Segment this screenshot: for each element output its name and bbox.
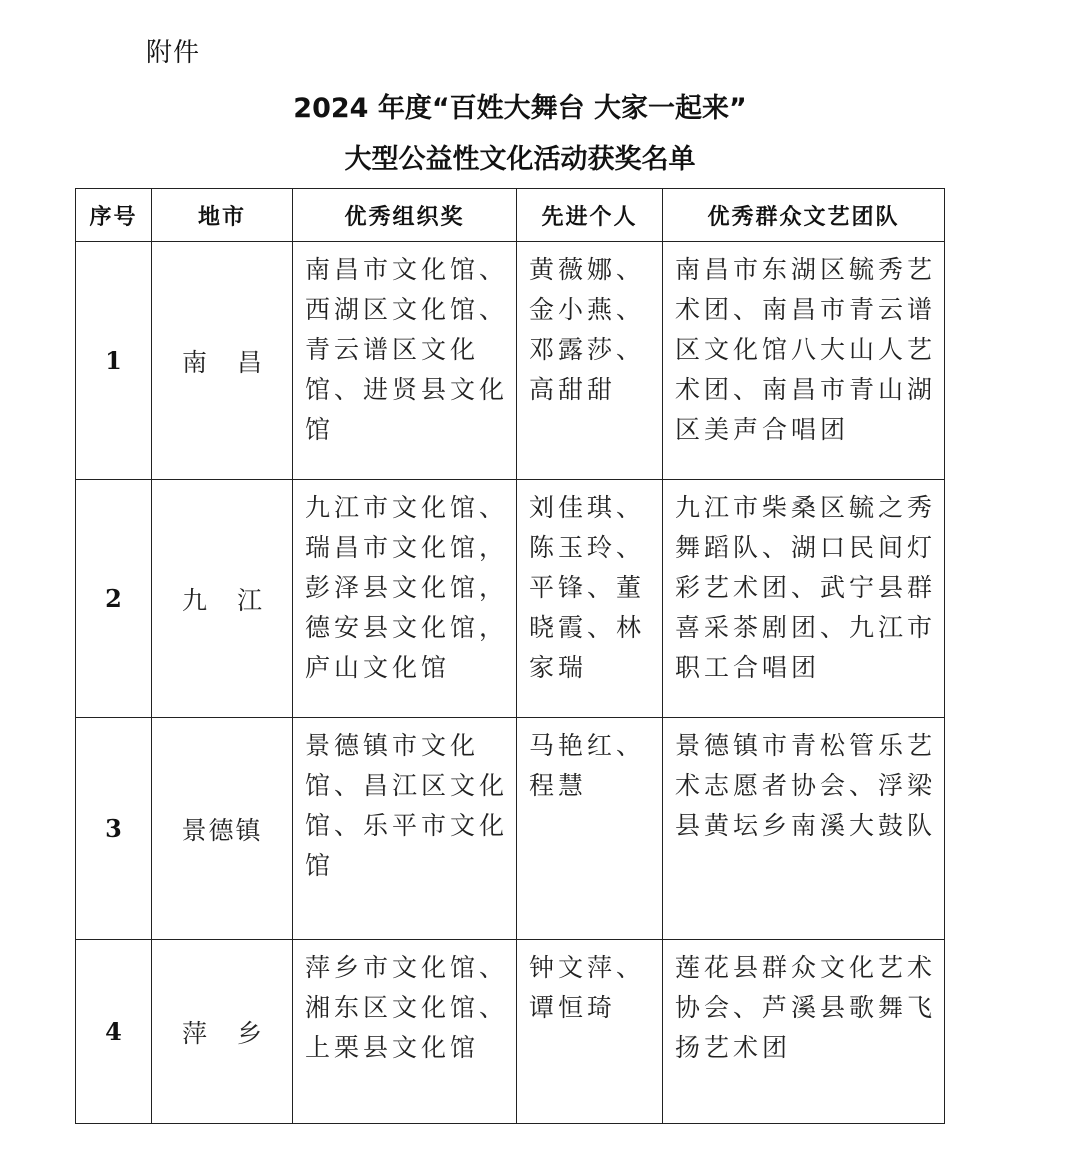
table-row: [76, 718, 945, 940]
row-seq: 2: [76, 480, 152, 718]
row-teams: 九江市柴桑区毓之秀舞蹈队、湖口民间灯彩艺术团、武宁县群喜采茶剧团、九江市职工合唱团: [675, 493, 937, 682]
row-org-award: 九江市文化馆、瑞昌市文化馆，彭泽县文化馆，德安县文化馆，庐山文化馆: [305, 493, 509, 682]
table-row: [76, 242, 945, 480]
table-row: [76, 940, 945, 1124]
table-row: [76, 480, 945, 718]
row-city: 南昌: [182, 347, 293, 377]
row-city: 九江: [182, 585, 293, 615]
row-individuals: 马艳红、程慧: [529, 731, 646, 800]
row-individuals: 黄薇娜、金小燕、邓露莎、高甜甜: [529, 255, 646, 404]
row-seq: 4: [76, 940, 152, 1124]
row-seq: 1: [76, 242, 152, 480]
header-city: 地市: [152, 189, 293, 242]
row-seq: 3: [76, 718, 152, 940]
table-header-row: [76, 189, 945, 242]
row-org-award: 萍乡市文化馆、湘东区文化馆、上栗县文化馆: [305, 953, 509, 1062]
row-city: 景德镇: [181, 815, 263, 845]
row-individuals: 刘佳琪、陈玉玲、平锋、董晓霞、林家瑞: [529, 493, 646, 682]
row-individuals: 钟文萍、谭恒琦: [529, 953, 646, 1022]
document-title-line2: 大型公益性文化活动获奖名单: [344, 144, 696, 175]
document-title-line1: 2024 年度“百姓大舞台 大家一起来”: [293, 93, 747, 124]
row-teams: 莲花县群众文化艺术协会、芦溪县歌舞飞扬艺术团: [675, 953, 937, 1062]
awards-table: [75, 188, 945, 1124]
attachment-label: 附件: [146, 38, 201, 68]
row-org-award: 南昌市文化馆、西湖区文化馆、青云谱区文化馆、进贤县文化馆: [305, 255, 509, 444]
row-teams: 南昌市东湖区毓秀艺术团、南昌市青云谱区文化馆八大山人艺术团、南昌市青山湖区美声合唱团: [675, 255, 937, 444]
header-individuals: 先进个人: [517, 189, 663, 242]
row-city: 萍乡: [182, 1018, 293, 1048]
row-org-award: 景德镇市文化馆、昌江区文化馆、乐平市文化馆: [305, 731, 509, 880]
header-seq: 序号: [76, 189, 152, 242]
header-teams: 优秀群众文艺团队: [663, 189, 945, 242]
row-teams: 景德镇市青松管乐艺术志愿者协会、浮梁县黄坛乡南溪大鼓队: [675, 731, 937, 840]
header-org-award: 优秀组织奖: [293, 189, 517, 242]
